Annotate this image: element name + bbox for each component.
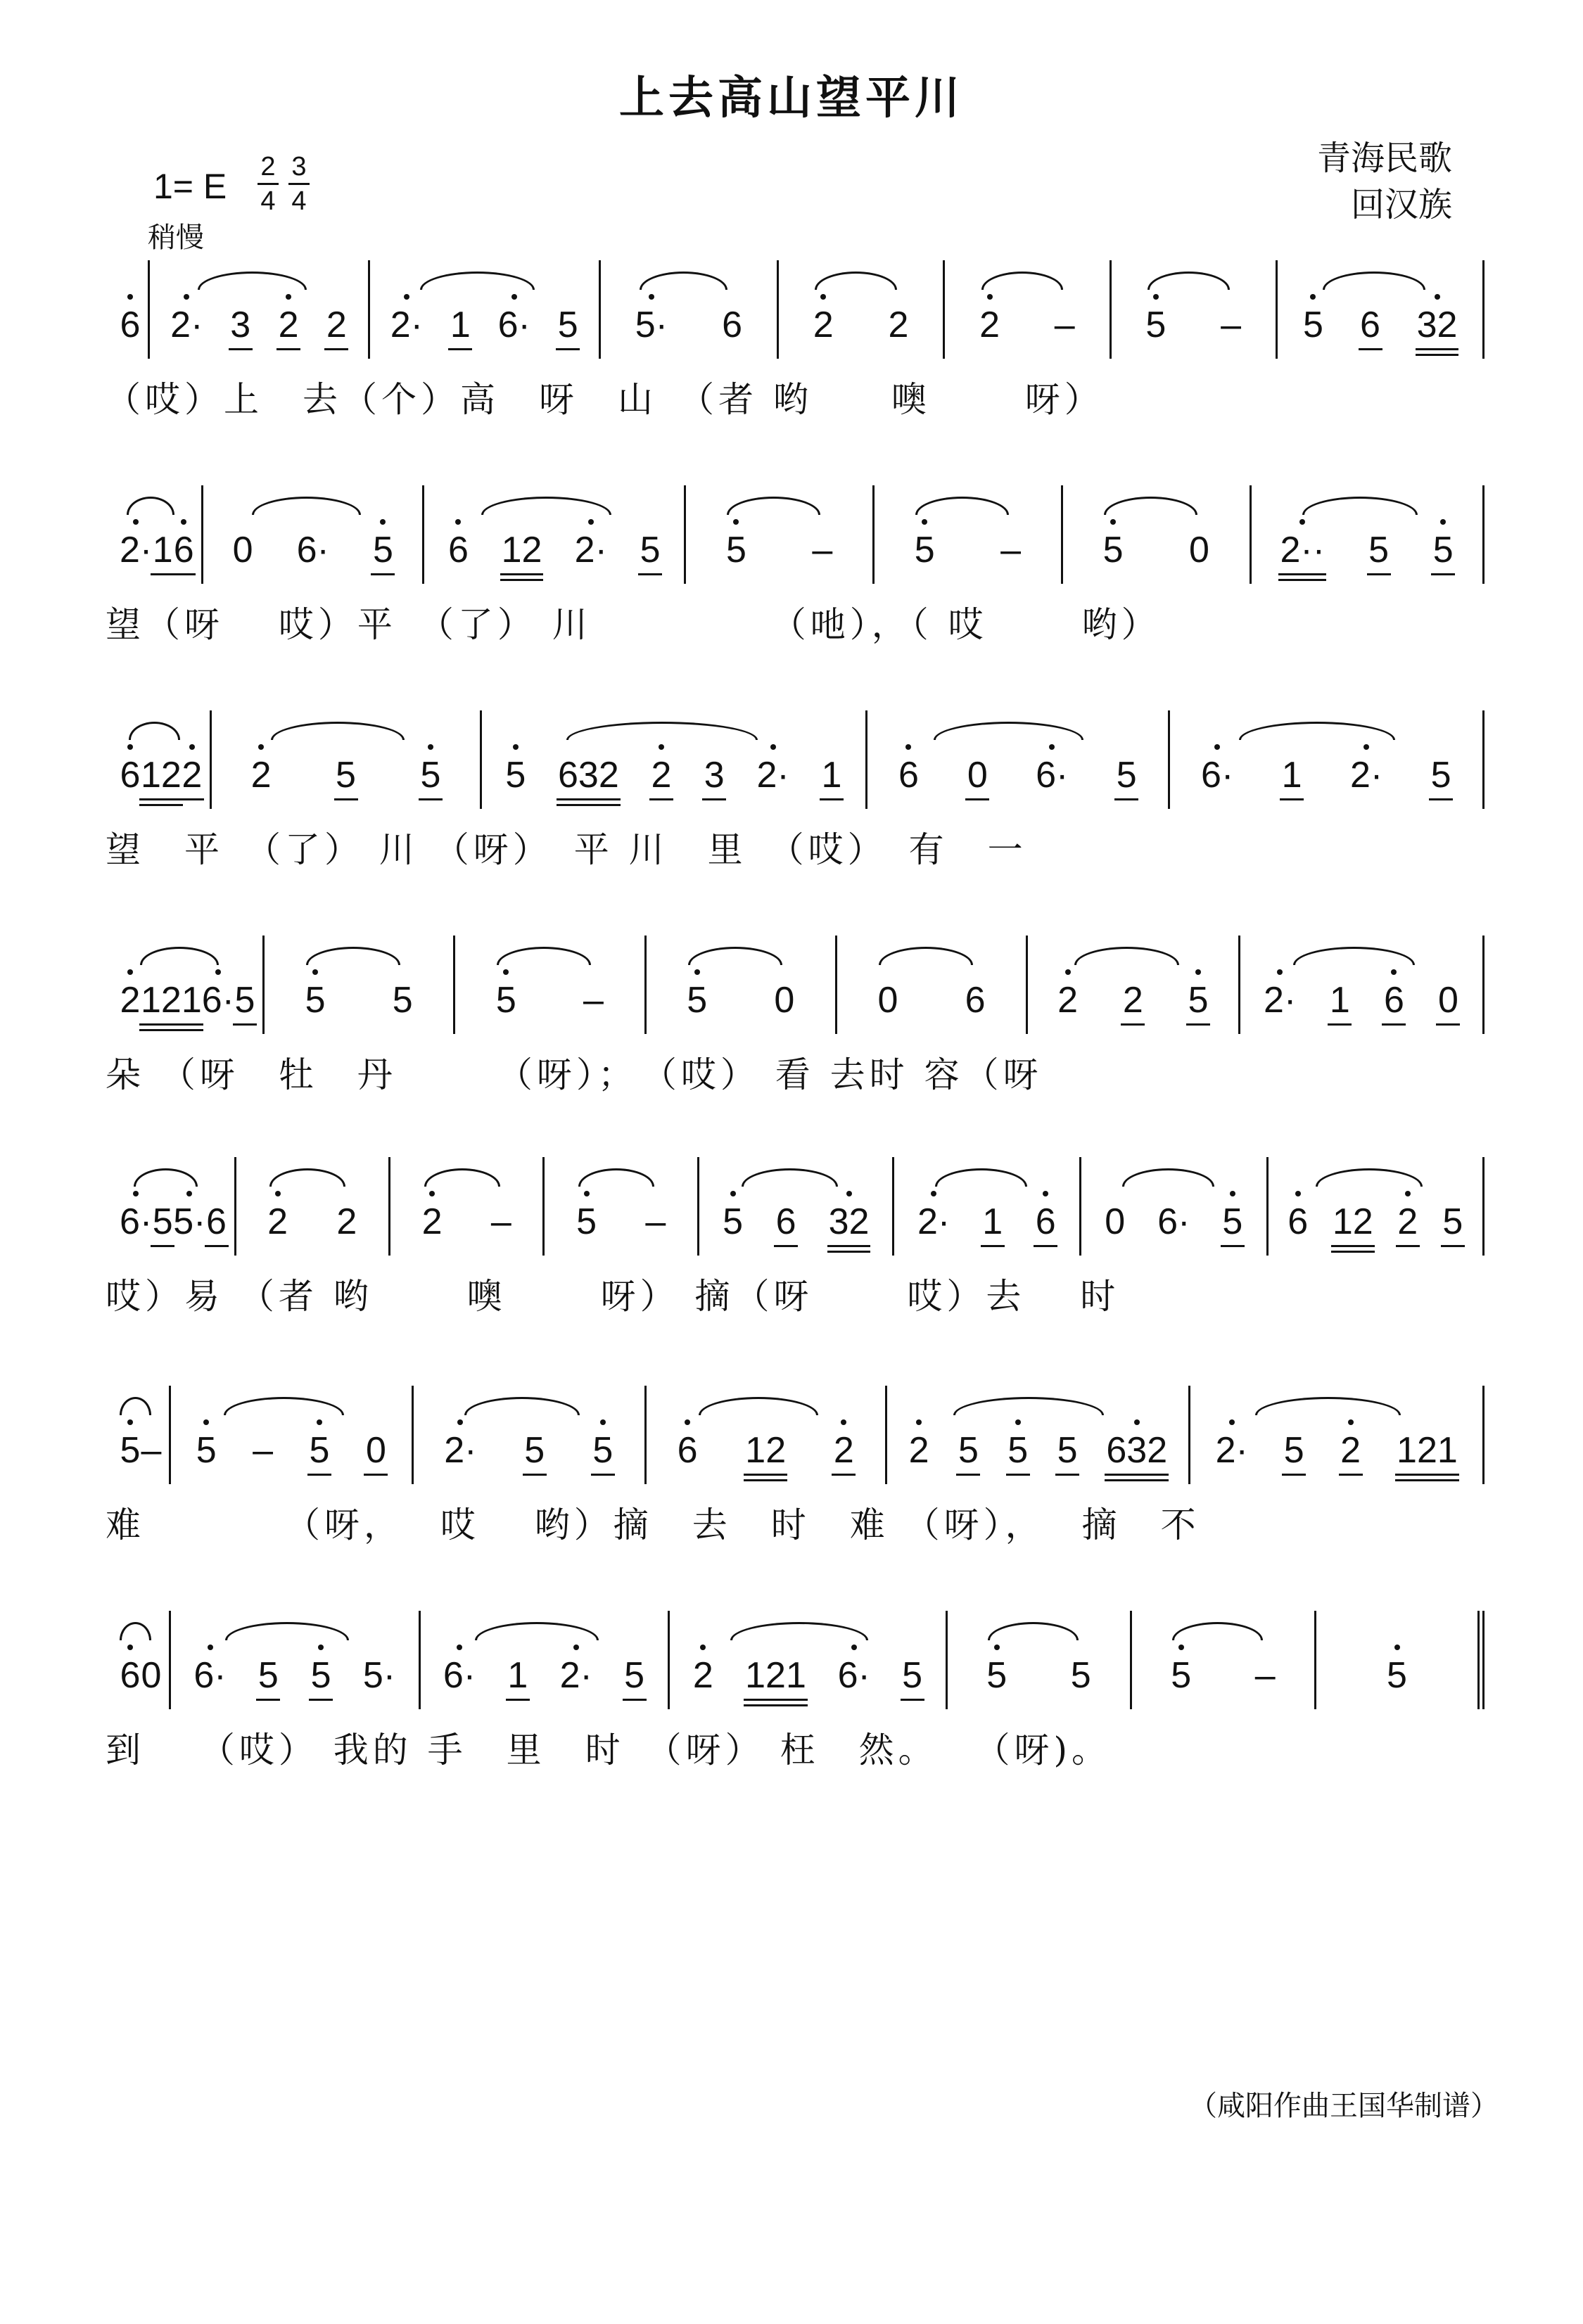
slur: [1302, 497, 1418, 515]
score-system: [106, 710, 1485, 871]
credits: [1317, 135, 1452, 228]
note: 6: [1360, 304, 1381, 346]
note: 2: [326, 304, 347, 346]
measure: [455, 936, 646, 1034]
note: 2·: [170, 304, 203, 346]
slur: [688, 947, 782, 965]
note: 6: [775, 1201, 796, 1243]
note: 6·: [120, 1201, 152, 1243]
note: 2: [1340, 1429, 1361, 1471]
notes-line: [106, 936, 1485, 1034]
note: 0: [141, 1655, 162, 1696]
note: –: [141, 1430, 162, 1471]
note: 5: [986, 1654, 1007, 1697]
note: 2: [1057, 979, 1079, 1021]
note: 5: [1222, 1201, 1243, 1243]
note: 2: [1397, 1201, 1418, 1243]
note: 2: [888, 305, 909, 345]
note: 0: [365, 1429, 386, 1471]
slur: [420, 272, 535, 290]
measure: [601, 260, 779, 359]
slur: [953, 1397, 1104, 1415]
measure: [370, 260, 602, 359]
note: 6: [120, 1654, 141, 1697]
slur: [578, 1168, 654, 1187]
note: 5: [495, 979, 516, 1021]
note: 12: [141, 754, 182, 796]
note: 6: [173, 529, 194, 571]
note: –: [490, 1201, 511, 1242]
note: 632: [558, 754, 619, 796]
note: 5: [902, 1654, 923, 1697]
note: 12: [502, 529, 542, 571]
note: 2·: [1264, 979, 1296, 1021]
measure: [779, 260, 945, 359]
note: 121: [745, 1654, 806, 1697]
slur: [1122, 1168, 1214, 1187]
measure: [1132, 1611, 1316, 1709]
measure: [1252, 485, 1485, 584]
measure: [424, 485, 686, 584]
note: –: [1254, 1655, 1276, 1696]
note: 5: [372, 529, 393, 571]
measure: [1269, 1157, 1485, 1256]
measure: [203, 485, 424, 584]
note: 5: [196, 1429, 217, 1471]
time-signature: [258, 152, 310, 216]
measure: [236, 1157, 390, 1256]
note: 121: [141, 979, 202, 1021]
measure: [867, 710, 1171, 809]
note: 2··: [1280, 529, 1325, 571]
note: 5: [1007, 1429, 1029, 1471]
measure: [1316, 1611, 1485, 1709]
slur: [981, 272, 1064, 290]
note: 1: [982, 1201, 1003, 1243]
measure: [1112, 260, 1278, 359]
note: 5: [576, 1201, 597, 1243]
slur: [1323, 272, 1425, 290]
note: 5: [914, 529, 935, 571]
measure: [945, 260, 1111, 359]
measure: [414, 1386, 647, 1484]
note: 6·: [443, 1654, 476, 1697]
note: 2·: [1216, 1429, 1248, 1471]
song-title: 上去高山望平川: [619, 72, 964, 124]
slur: [1239, 722, 1395, 740]
note: 6: [965, 980, 986, 1021]
note: 6: [677, 1429, 698, 1471]
measure: [106, 485, 203, 584]
key-signature: 1= E: [153, 167, 227, 206]
measure: [106, 1386, 171, 1484]
notes-line: [106, 260, 1485, 359]
note: 2·: [444, 1429, 476, 1471]
note: 2: [182, 754, 203, 796]
measure: [1240, 936, 1485, 1034]
measure: [265, 936, 455, 1034]
measure: [171, 1386, 414, 1484]
slur: [742, 1168, 838, 1187]
score-system: [106, 936, 1485, 1096]
slur: [424, 1168, 500, 1187]
note: 5: [687, 979, 708, 1021]
measure: [948, 1611, 1132, 1709]
meter-denominator: 4: [291, 186, 307, 216]
measure: [1170, 710, 1485, 809]
note: 5: [234, 979, 255, 1021]
note: 5: [258, 1654, 279, 1697]
note: 6·: [498, 304, 530, 346]
note: 0: [774, 980, 795, 1021]
note: 6·: [1201, 754, 1233, 796]
slur: [120, 1397, 151, 1415]
note: 6·: [1036, 754, 1068, 796]
note: 2·: [575, 529, 607, 571]
note: 5: [120, 1429, 141, 1471]
note: 2: [813, 304, 834, 346]
note: 5: [723, 1201, 744, 1243]
meter-numerator: 3: [291, 152, 307, 181]
note: 0: [1105, 1201, 1126, 1242]
slur: [566, 722, 758, 740]
slur: [1293, 947, 1414, 965]
measure: [837, 936, 1028, 1034]
note: 6: [1288, 1201, 1309, 1243]
note: –: [645, 1201, 666, 1242]
slur: [224, 1397, 344, 1415]
note: 6: [447, 529, 469, 571]
note: 2·: [390, 304, 423, 346]
note: 2·: [756, 754, 789, 796]
measure: [699, 1157, 894, 1256]
measure: [106, 710, 212, 809]
score-system: [106, 485, 1485, 646]
note: 5: [1302, 304, 1323, 346]
note: 2: [908, 1429, 929, 1471]
score-system: [106, 1157, 1485, 1317]
note: 6: [206, 1201, 227, 1243]
note: 5: [640, 529, 661, 571]
note: 6·: [1157, 1201, 1190, 1242]
note: 5: [336, 754, 357, 796]
note: 5: [725, 529, 746, 571]
lyrics-line: （哎）上 去（个）高 呀 山 （者 哟 噢 呀）: [106, 379, 1104, 420]
ethnic-credit: 回汉族: [1350, 185, 1452, 224]
note: 5: [1430, 754, 1451, 796]
score-system: [106, 1611, 1485, 1771]
note: 2: [278, 304, 299, 346]
measure: [106, 936, 265, 1034]
note: 2: [250, 754, 272, 796]
slur: [1255, 1397, 1401, 1415]
note: 5: [1102, 529, 1124, 571]
note: 5·: [173, 1201, 205, 1243]
slur: [127, 497, 174, 515]
note: 3: [704, 754, 725, 796]
note: –: [812, 530, 833, 570]
measure: [1278, 260, 1485, 359]
note: 5: [1432, 529, 1454, 571]
notes-line: [106, 710, 1485, 809]
measure: [212, 710, 482, 809]
measure: [894, 1157, 1081, 1256]
note: 1: [152, 529, 173, 571]
slur: [134, 1168, 198, 1187]
slur: [481, 497, 611, 515]
note: 2·: [917, 1201, 950, 1243]
note: 5: [1368, 529, 1390, 571]
measure: [390, 1157, 545, 1256]
note: 0: [1188, 530, 1209, 570]
note: –: [1054, 305, 1075, 345]
slur: [464, 1397, 580, 1415]
score-system: [106, 1386, 1485, 1546]
note: 5: [305, 979, 326, 1021]
time-signature-2-4: [258, 152, 279, 216]
notes-line: [106, 485, 1485, 584]
note: 5·: [635, 304, 668, 346]
measure: [1028, 936, 1240, 1034]
note: 6: [1383, 979, 1404, 1021]
note: 6·: [838, 1654, 870, 1697]
slur: [915, 497, 1008, 515]
note: 5: [505, 754, 526, 796]
note: 6: [898, 754, 919, 796]
note: 5: [624, 1654, 645, 1697]
transcriber-credit: （咸阳作曲王国华制谱）: [1189, 2090, 1499, 2122]
slur: [129, 722, 181, 740]
slur: [730, 1622, 868, 1640]
note: 0: [877, 980, 898, 1021]
note: 32: [829, 1201, 870, 1243]
note: 5: [958, 1429, 979, 1471]
note: 5: [310, 1654, 331, 1697]
note: 5: [557, 304, 578, 346]
note: 2: [267, 1201, 288, 1243]
measure: [482, 710, 867, 809]
time-signature-3-4: [288, 152, 310, 216]
note: 2: [1122, 979, 1143, 1021]
note: 6: [1035, 1201, 1056, 1243]
slur: [879, 947, 973, 965]
slur: [269, 1168, 345, 1187]
slur: [935, 1168, 1027, 1187]
note: –: [583, 980, 604, 1021]
note: 5: [524, 1429, 545, 1471]
note: 2: [833, 1429, 854, 1471]
slur: [934, 722, 1084, 740]
note: 1: [450, 304, 471, 346]
note: 0: [967, 754, 988, 796]
note: 0: [1437, 979, 1458, 1021]
note: 1: [821, 754, 842, 796]
note: 2: [651, 754, 672, 796]
note: 5: [1442, 1201, 1463, 1243]
slur: [271, 722, 405, 740]
notes-line: [106, 1611, 1485, 1709]
origin-credit: 青海民歌: [1316, 139, 1452, 178]
slur: [727, 497, 820, 515]
note: 6: [120, 754, 141, 796]
note: 2: [692, 1654, 713, 1697]
note: 5: [392, 980, 413, 1021]
lyrics-line: 到 （哎） 我的 手 里 时 （呀） 枉 然。 （呀)。: [106, 1730, 1111, 1770]
measure: [887, 1386, 1190, 1484]
note: 1: [1329, 979, 1350, 1021]
meter-denominator: 4: [260, 186, 276, 216]
slur: [140, 947, 219, 965]
note: 6·: [296, 530, 329, 570]
slur: [1074, 947, 1179, 965]
note: 12: [1333, 1201, 1373, 1243]
measure: [647, 936, 837, 1034]
measure: [670, 1611, 948, 1709]
lyrics-line: 朵 （呀 牡 丹 （呀）； （哎） 看 去时 容（呀: [106, 1054, 1043, 1095]
slur: [225, 1622, 349, 1640]
measure: [171, 1611, 421, 1709]
measure: [150, 260, 370, 359]
measure: [106, 1157, 236, 1256]
note: 2: [336, 1201, 357, 1242]
note: 5·: [362, 1655, 396, 1696]
lyrics-line: 难 （呀， 哎 哟）摘 去 时 难 （呀）， 摘 不: [106, 1505, 1200, 1545]
note: 121: [1397, 1429, 1458, 1471]
note: 2: [979, 304, 1000, 346]
slur: [120, 1622, 151, 1640]
note: 5: [152, 1201, 173, 1243]
slur: [1147, 272, 1230, 290]
note: 5: [420, 754, 441, 796]
slur: [198, 272, 307, 290]
note: 5: [1070, 1655, 1091, 1696]
note: –: [1000, 530, 1022, 570]
note: 12: [745, 1429, 786, 1471]
note: 2: [120, 979, 141, 1021]
note: 5: [1171, 1654, 1192, 1697]
meter-numerator: 2: [260, 152, 276, 181]
note: 3: [230, 304, 251, 346]
note: 5: [1057, 1429, 1078, 1471]
note: 1: [1281, 754, 1302, 796]
slur: [1172, 1622, 1264, 1640]
note: 2·: [1350, 754, 1382, 796]
lyrics-line: 望（呀 哎）平 （了） 川 （吔），（ 哎 哟）: [106, 604, 1161, 645]
note: 2·: [120, 529, 152, 571]
measure: [647, 1386, 887, 1484]
measure: [106, 260, 150, 359]
note: 6·: [202, 979, 234, 1021]
note: 5: [1116, 754, 1137, 796]
note: 5: [592, 1429, 614, 1471]
slur: [699, 1397, 818, 1415]
note: 5: [1283, 1429, 1304, 1471]
note: 5: [1145, 304, 1166, 346]
note: –: [1221, 305, 1241, 345]
slur: [497, 947, 591, 965]
measure: [1081, 1157, 1269, 1256]
notes-line: [106, 1157, 1485, 1256]
note: 6: [722, 305, 743, 345]
measure: [545, 1157, 699, 1256]
note: 0: [232, 530, 253, 570]
note: 2·: [560, 1654, 592, 1697]
note: 1: [507, 1654, 528, 1697]
slur: [306, 947, 400, 965]
score-system: [106, 260, 1485, 421]
lyrics-line: 望 平 （了） 川 （呀） 平 川 里 （哎） 有 一: [106, 829, 1027, 870]
note: 5: [1188, 979, 1209, 1021]
note: 2: [421, 1201, 443, 1243]
note: 5: [309, 1429, 330, 1471]
measure: [421, 1611, 670, 1709]
note: –: [253, 1430, 274, 1471]
slur: [475, 1622, 599, 1640]
note: 5: [1387, 1654, 1408, 1697]
lyrics-line: 哎）易 （者 哟 噢 呀） 摘（呀 哎）去 时: [106, 1276, 1120, 1317]
slur: [1316, 1168, 1423, 1187]
measure: [686, 485, 875, 584]
slur: [815, 272, 897, 290]
slur: [640, 272, 727, 290]
measure: [1190, 1386, 1485, 1484]
notes-line: [106, 1386, 1485, 1484]
slur: [252, 497, 362, 515]
note: 32: [1417, 304, 1458, 346]
note: 632: [1106, 1429, 1167, 1471]
measure: [875, 485, 1063, 584]
slur: [988, 1622, 1079, 1640]
slur: [1104, 497, 1197, 515]
note: 6·: [193, 1654, 226, 1697]
measure: [1063, 485, 1252, 584]
note: 6: [120, 304, 141, 346]
tempo-marking: 稍慢: [148, 222, 204, 254]
measure: [106, 1611, 171, 1709]
